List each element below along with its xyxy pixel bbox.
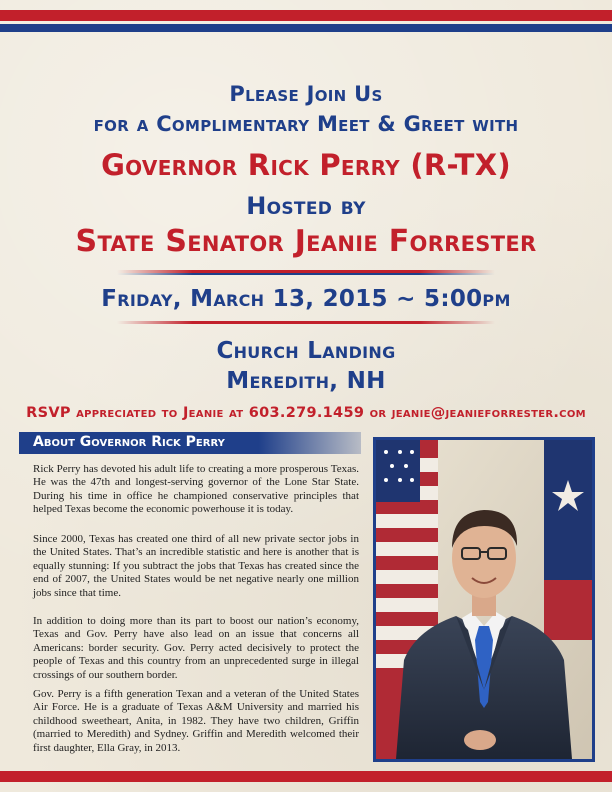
- top-red-stripe: [0, 10, 612, 21]
- bottom-red-stripe: [0, 771, 612, 782]
- portrait-frame: [373, 437, 595, 762]
- guest-name: Governor Rick Perry (R-TX): [101, 148, 511, 182]
- top-blue-stripe: [0, 24, 612, 32]
- bio-paragraph: Gov. Perry is a fifth generation Texan and a veteran of the United States Air Force. He is a graduate of Texas A&M University and married his childhood sweetheart, Anita, in 1982. They have two children, Griffin (married to Meredith) and Sydney. Griffin and Meredith welcomed their first daughter, Ella Gray, in 2013.: [33, 688, 359, 754]
- bio-paragraph: Since 2000, Texas has created one third of all new private sector jobs in the United States. That’s an incredible statistic and here is another that is equally stunning: If you subtract the jobs that Texas has created since the end of 2007, the United States would be net negative nearly one million jobs since that time.: [33, 533, 359, 599]
- rsvp-line: RSVP appreciated to Jeanie at 603.279.1459 or jeanie@jeanieforrester.com: [26, 405, 586, 421]
- divider-blue: [117, 273, 495, 275]
- divider-red-lower: [117, 321, 495, 324]
- invite-subline: for a Complimentary Meet & Greet with: [93, 112, 519, 136]
- portrait-photo: [376, 440, 592, 759]
- texas-flag-graphic: [544, 440, 592, 640]
- bio-paragraph: Rick Perry has devoted his adult life to creating a more prosperous Texas. He was the 47th and longest-serving governor of the Lone Star State. During his time in office he championed conservative principles that helped Texas become the economic powerhouse it is today.: [33, 463, 359, 516]
- host-name: State Senator Jeanie Forrester: [75, 224, 537, 259]
- hosted-by-label: Hosted by: [246, 192, 366, 220]
- about-section-header: [19, 432, 361, 454]
- invite-line: Please Join Us: [229, 82, 383, 106]
- event-city: Meredith, NH: [226, 368, 386, 394]
- bio-paragraph: In addition to doing more than its part to boost our nation’s economy, Texas and Gov. Perry have also lead on an issue that concerns all Americans: border security. Gov. Perry acted decisively to protect the people of Texas and this country from an unprecedented surge in illegal crossings of our southern border.: [33, 615, 359, 681]
- event-venue: Church Landing: [216, 338, 396, 364]
- about-title: About Governor Rick Perry: [33, 434, 225, 450]
- event-datetime: Friday, March 13, 2015 ~ 5:00pm: [101, 286, 511, 312]
